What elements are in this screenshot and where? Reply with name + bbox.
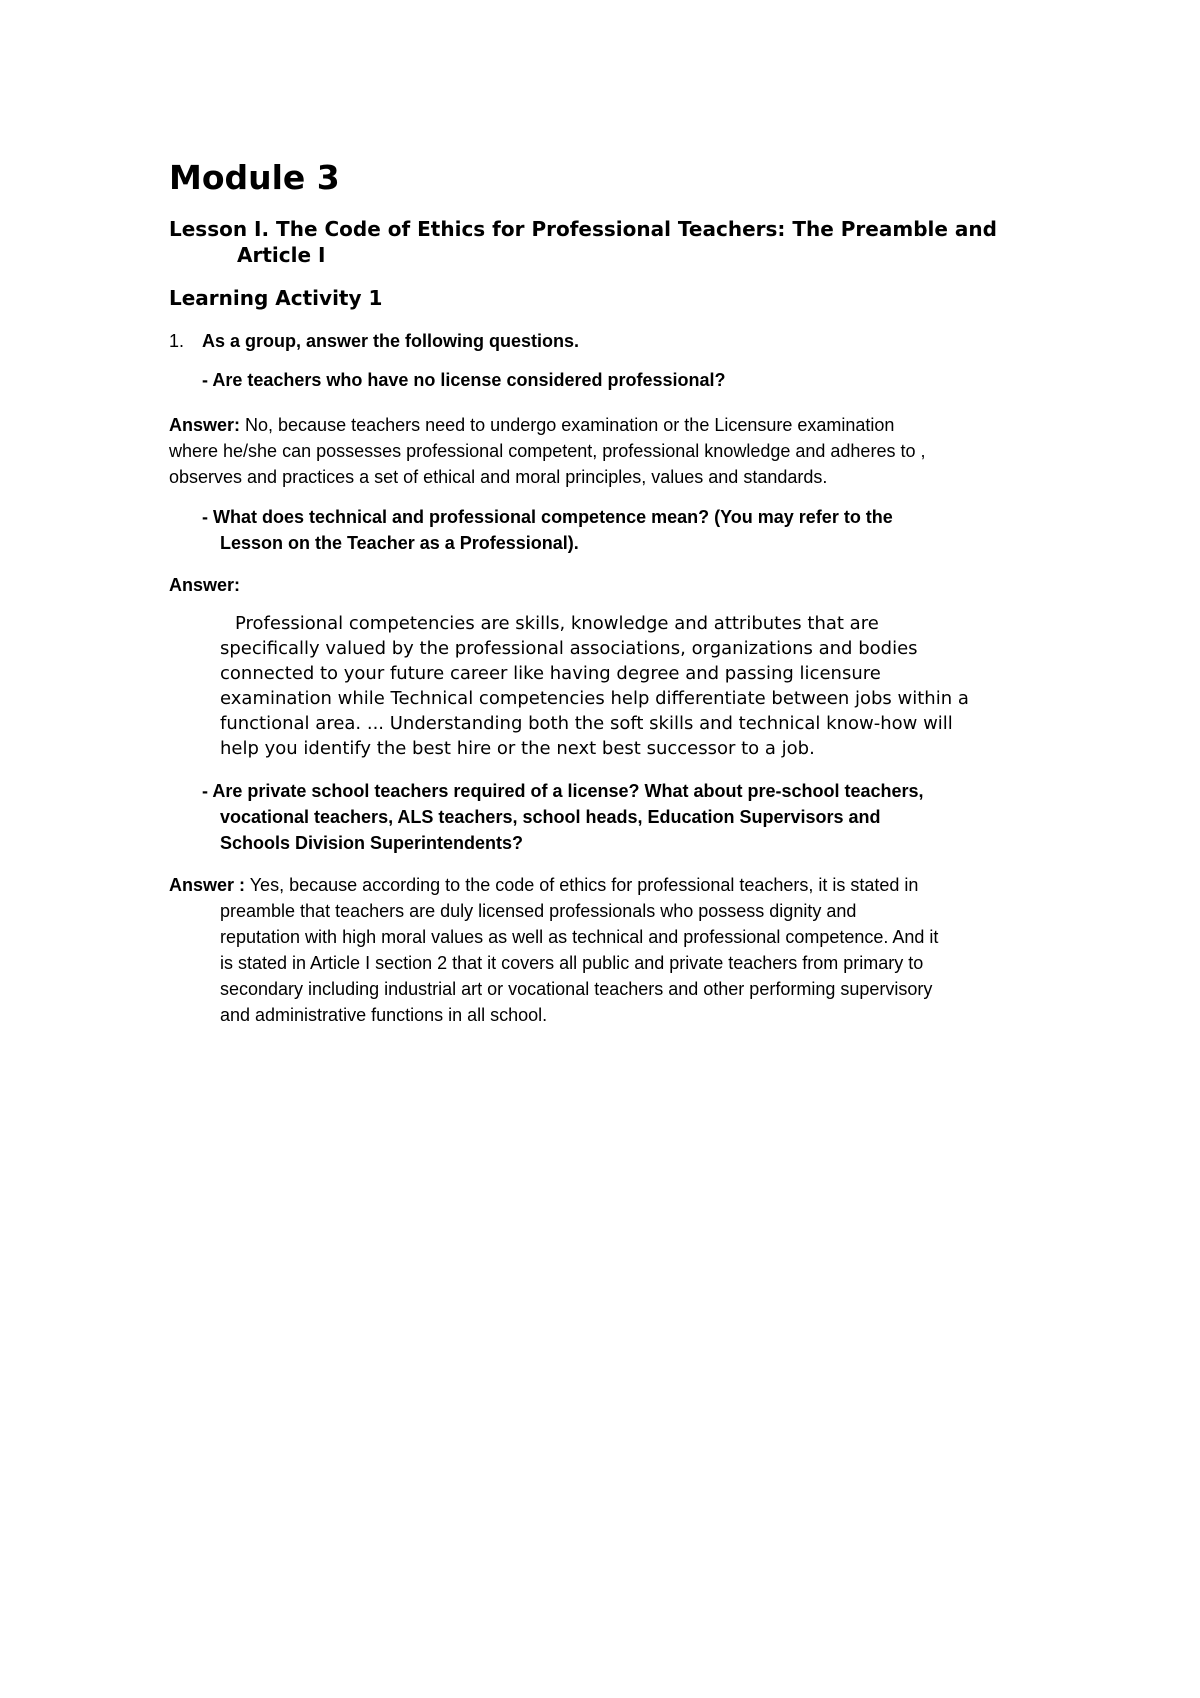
question-3-line-3: Schools Division Superintendents? [220, 833, 524, 853]
answer-1-line-1 [169, 412, 1069, 438]
answer-2-line-1: Professional competencies are skills, knowledge and attributes that are [235, 613, 879, 634]
answer-2-line-6: help you identify the best hire or the next best successor to a job. [220, 738, 815, 759]
answer-2 [220, 611, 969, 761]
answer-1 [169, 412, 1069, 490]
answer-3-line-5: secondary including industrial art or vocational teachers and other performing supervisory [220, 979, 933, 999]
answer-3-line-2: preamble that teachers are duly licensed professionals who possess dignity and [220, 901, 857, 921]
question-3-line-1: - Are private school teachers required of a license? What about pre-school teachers, [202, 781, 924, 801]
answer-2-line-3: connected to your future career like having degree and passing licensure [220, 663, 881, 684]
answer-3 [169, 872, 1069, 1028]
activity-title: Learning Activity 1 [169, 286, 383, 310]
answer-3-line-6: and administrative functions in all school. [220, 1005, 548, 1025]
answer-1-line-2: where he/she can possesses professional competent, professional knowledge and adheres to , [169, 441, 926, 461]
answer-3-line-4: is stated in Article I section 2 that it covers all public and private teachers from primary to [220, 953, 924, 973]
answer-3-label: Answer : [169, 875, 246, 895]
lesson-title [169, 216, 997, 268]
question-2-line-2: Lesson on the Teacher as a Professional). [220, 533, 579, 553]
answer-1-label: Answer: [169, 415, 241, 435]
answer-2-label-row [169, 572, 1069, 598]
answer-3-line-1 [169, 872, 1069, 898]
question-3-line-2: vocational teachers, ALS teachers, school heads, Education Supervisors and [220, 807, 881, 827]
list-item-instruction [169, 329, 579, 353]
question-1-text: - Are teachers who have no license considered professional? [202, 370, 726, 390]
question-1 [202, 367, 726, 393]
answer-2-line-2: specifically valued by the professional associations, organizations and bodies [220, 638, 918, 659]
answer-1-line-1-text: No, because teachers need to undergo examination or the Licensure examination [240, 415, 895, 435]
answer-3-line-1-text: Yes, because according to the code of ethics for professional teachers, it is stated in [245, 875, 919, 895]
list-item-text: As a group, answer the following questions. [202, 331, 580, 351]
question-2 [202, 504, 893, 556]
module-title: Module 3 [169, 158, 340, 197]
lesson-title-line-1: Lesson I. The Code of Ethics for Professional Teachers: The Preamble and [169, 217, 997, 241]
answer-2-label: Answer: [169, 575, 241, 595]
answer-1-line-3: observes and practices a set of ethical and moral principles, values and standards. [169, 467, 828, 487]
lesson-title-line-2: Article I [237, 243, 326, 267]
question-2-line-1: - What does technical and professional competence mean? (You may refer to the [202, 507, 893, 527]
answer-2-line-4: examination while Technical competencies help differentiate between jobs within a [220, 688, 969, 709]
list-item-number: 1. [169, 331, 185, 351]
answer-2-line-5: functional area. ... Understanding both the soft skills and technical know-how will [220, 713, 953, 734]
answer-3-line-3: reputation with high moral values as well as technical and professional competence. And it [220, 927, 939, 947]
question-3 [202, 778, 924, 856]
